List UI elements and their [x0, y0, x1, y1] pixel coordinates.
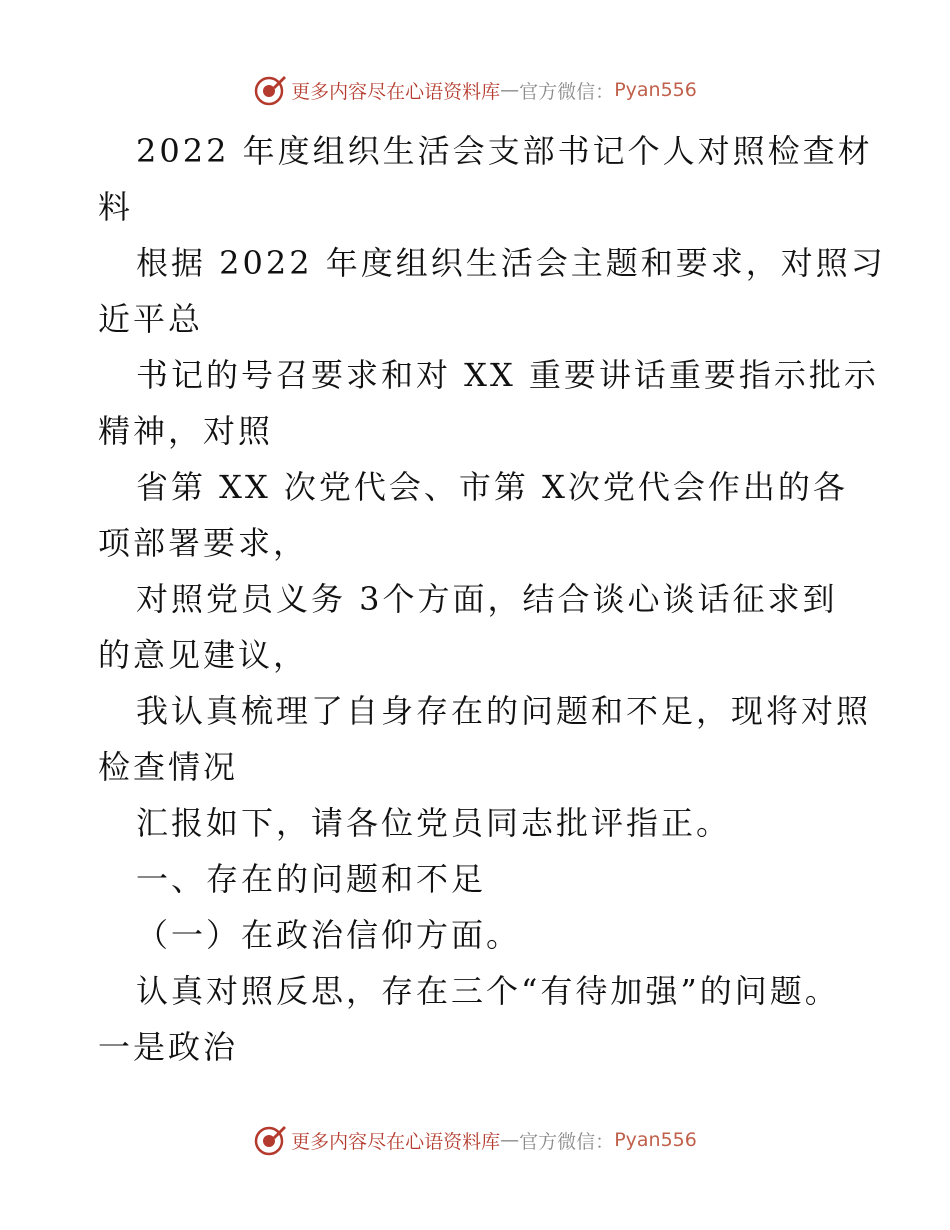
- watermark-main-text: 更多内容尽在心语资料库: [291, 80, 501, 103]
- quill-circle-logo-icon: [253, 1123, 287, 1157]
- paragraph-line: 认真对照反思，存在三个“有待加强”的问题。: [136, 972, 840, 1010]
- paragraph-line: 对照党员义务 3个方面，结合谈心谈话征求到: [136, 580, 838, 618]
- paragraph-line: 的意见建议，: [98, 636, 309, 674]
- paragraph-line: 我认真梳理了自身存在的问题和不足，现将对照: [136, 692, 872, 730]
- watermark-wechat-id: Pyan556: [614, 79, 697, 101]
- paragraph-line: 书记的号召要求和对 XX 重要讲话重要指示批示: [136, 356, 879, 394]
- paragraph-line: 省第 XX 次党代会、市第 X次党代会作出的各: [136, 468, 848, 506]
- watermark-dash: —: [500, 1129, 520, 1151]
- document-title-continued: 料: [98, 188, 134, 226]
- quill-circle-logo-icon: [253, 73, 287, 107]
- paragraph-line: 近平总: [98, 300, 204, 338]
- paragraph-line: 精神，对照: [98, 412, 274, 450]
- subsection-heading: （一）在政治信仰方面。: [136, 916, 522, 954]
- document-body: [98, 123, 886, 1075]
- footer-watermark: [0, 1120, 950, 1160]
- watermark-wechat-id: Pyan556: [614, 1129, 697, 1151]
- paragraph-line: 一是政治: [98, 1028, 239, 1066]
- watermark-dash: —: [500, 79, 520, 101]
- paragraph-line: 根据 2022 年度组织生活会主题和要求，对照习: [136, 244, 886, 282]
- paragraph-line: 汇报如下，请各位党员同志批评指正。: [136, 804, 732, 842]
- watermark-main-text: 更多内容尽在心语资料库: [291, 1130, 501, 1153]
- section-heading: 一、存在的问题和不足: [136, 860, 487, 898]
- paragraph-line: 检查情况: [98, 748, 239, 786]
- watermark-official-label: 官方微信：: [519, 1130, 615, 1153]
- paragraph-line: 项部署要求，: [98, 524, 309, 562]
- document-title: 2022 年度组织生活会支部书记个人对照检查材: [136, 132, 873, 170]
- watermark-official-label: 官方微信：: [519, 80, 615, 103]
- header-watermark: [0, 70, 950, 110]
